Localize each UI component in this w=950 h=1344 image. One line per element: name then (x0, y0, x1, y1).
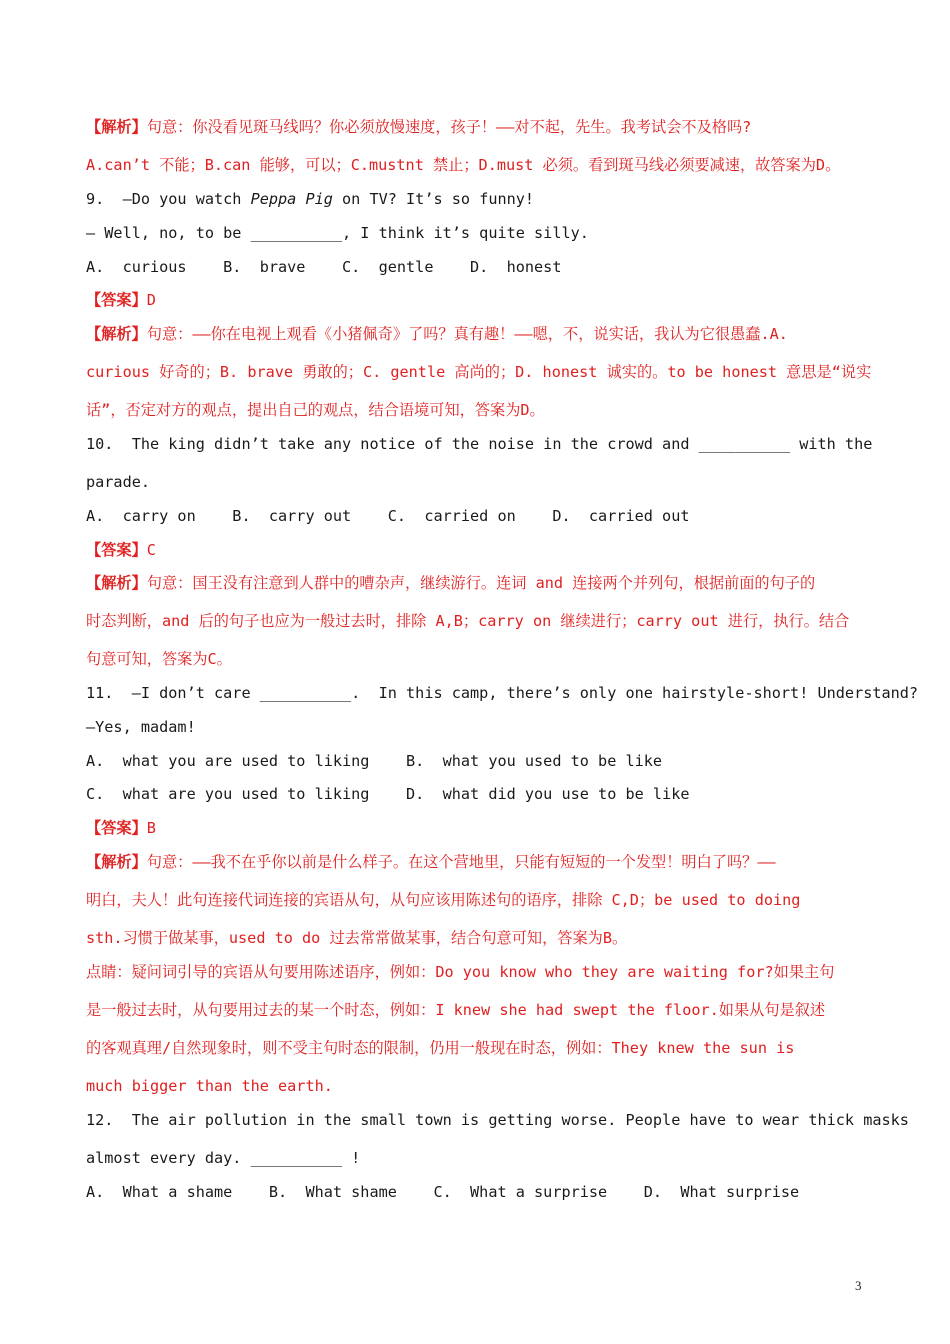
analysis-tag: 【解析】 (86, 574, 147, 592)
question-11-line-2: —Yes, madam! (86, 718, 196, 736)
analysis-text: 句意：国王没有注意到人群中的嘈杂声，继续游行。连词 and 连接两个并列句，根据前面的句子的 (146, 574, 816, 592)
q9-suffix: on TV? It’s so funny! (332, 190, 535, 208)
question-10-analysis-3: 句意可知，答案为C。 (86, 650, 232, 668)
question-9-analysis-2: curious 好奇的；B. brave 勇敢的；C. gentle 高尚的；D. honest 诚实的。to be honest 意思是“说实 (86, 363, 872, 381)
question-9-options: A. curious B. brave C. gentle D. honest (86, 258, 562, 276)
question-11-analysis-2: 明白，夫人！此句连接代词连接的宾语从句，从句应该用陈述句的语序，排除 C,D；be used to doing (86, 891, 801, 909)
answer-tag: 【答案】 (86, 291, 147, 309)
answer-value: C (146, 541, 156, 559)
question-11-note-3: 的客观真理/自然现象时，则不受主句时态的限制，仍用一般现在时态，例如：They knew the sun is (86, 1039, 795, 1057)
question-9-analysis-3: 话”，否定对方的观点，提出自己的观点，结合语境可知，答案为D。 (86, 401, 545, 419)
question-9-line-1 (86, 189, 534, 209)
question-9-answer (86, 290, 156, 310)
analysis-text: 句意：你没看见斑马线吗？你必须放慢速度，孩子！——对不起，先生。我考试会不及格吗? (146, 118, 752, 136)
analysis-tag: 【解析】 (86, 325, 147, 343)
analysis-tag: 【解析】 (86, 118, 147, 136)
line-analysis-8 (86, 117, 751, 137)
question-11-analysis-1 (86, 852, 776, 872)
question-11-note-2: 是一般过去时，从句要用过去的某一个时态，例如：I knew she had swept the floor.如果从句是叙述 (86, 1001, 826, 1019)
question-12-line-2: almost every day. __________ ! (86, 1149, 361, 1167)
question-10-answer (86, 540, 156, 560)
question-9-line-2: — Well, no, to be __________, I think it’s quite silly. (86, 224, 589, 242)
question-11-answer (86, 818, 156, 838)
answer-value: B (146, 819, 156, 837)
question-12-line-1: 12. The air pollution in the small town is getting worse. People have to wear thick masks (86, 1111, 909, 1129)
question-11-analysis-3: sth.习惯于做某事，used to do 过去常常做某事，结合句意可知，答案为B。 (86, 929, 628, 947)
page-number: 3 (855, 1278, 862, 1293)
analysis-text: 句意：——我不在乎你以前是什么样子。在这个营地里，只能有短短的一个发型！明白了吗？—— (146, 853, 776, 871)
question-10-analysis-2: 时态判断，and 后的句子也应为一般过去时，排除 A,B；carry on 继续进行；carry out 进行，执行。结合 (86, 612, 850, 630)
question-10-line-2: parade. (86, 473, 151, 491)
question-9-analysis-1 (86, 324, 788, 344)
question-11-options-1: A. what you are used to liking B. what you used to be like (86, 752, 663, 770)
question-10-options: A. carry on B. carry out C. carried on D. carried out (86, 507, 690, 525)
line-analysis-8-options: A.can’t 不能；B.can 能够，可以；C.mustnt 禁止；D.must 必须。看到斑马线必须要减速，故答案为D。 (86, 156, 841, 174)
question-12-options: A. What a shame B. What shame C. What a surprise D. What surprise (86, 1183, 800, 1201)
analysis-tag: 【解析】 (86, 853, 147, 871)
q9-title: Peppa Pig (250, 190, 333, 208)
answer-tag: 【答案】 (86, 541, 147, 559)
question-10-line-1: 10. The king didn’t take any notice of the noise in the crowd and __________ with the (86, 435, 873, 453)
q9-prefix: 9. —Do you watch (86, 190, 251, 208)
question-11-options-2: C. what are you used to liking D. what did you use to be like (86, 785, 690, 803)
analysis-text: 句意：——你在电视上观看《小猪佩奇》了吗？真有趣！——嗯，不，说实话，我认为它很愚蠢.A. (146, 325, 788, 343)
question-11-line-1: 11. —I don’t care __________. In this camp, there’s only one hairstyle-short! Understand? (86, 684, 919, 702)
question-11-note-4: much bigger than the earth. (86, 1077, 333, 1095)
question-11-note-1: 点睛：疑问词引导的宾语从句要用陈述语序，例如：Do you know who they are waiting for?如果主句 (86, 963, 835, 981)
answer-value: D (146, 291, 156, 309)
question-10-analysis-1 (86, 573, 815, 593)
answer-tag: 【答案】 (86, 819, 147, 837)
